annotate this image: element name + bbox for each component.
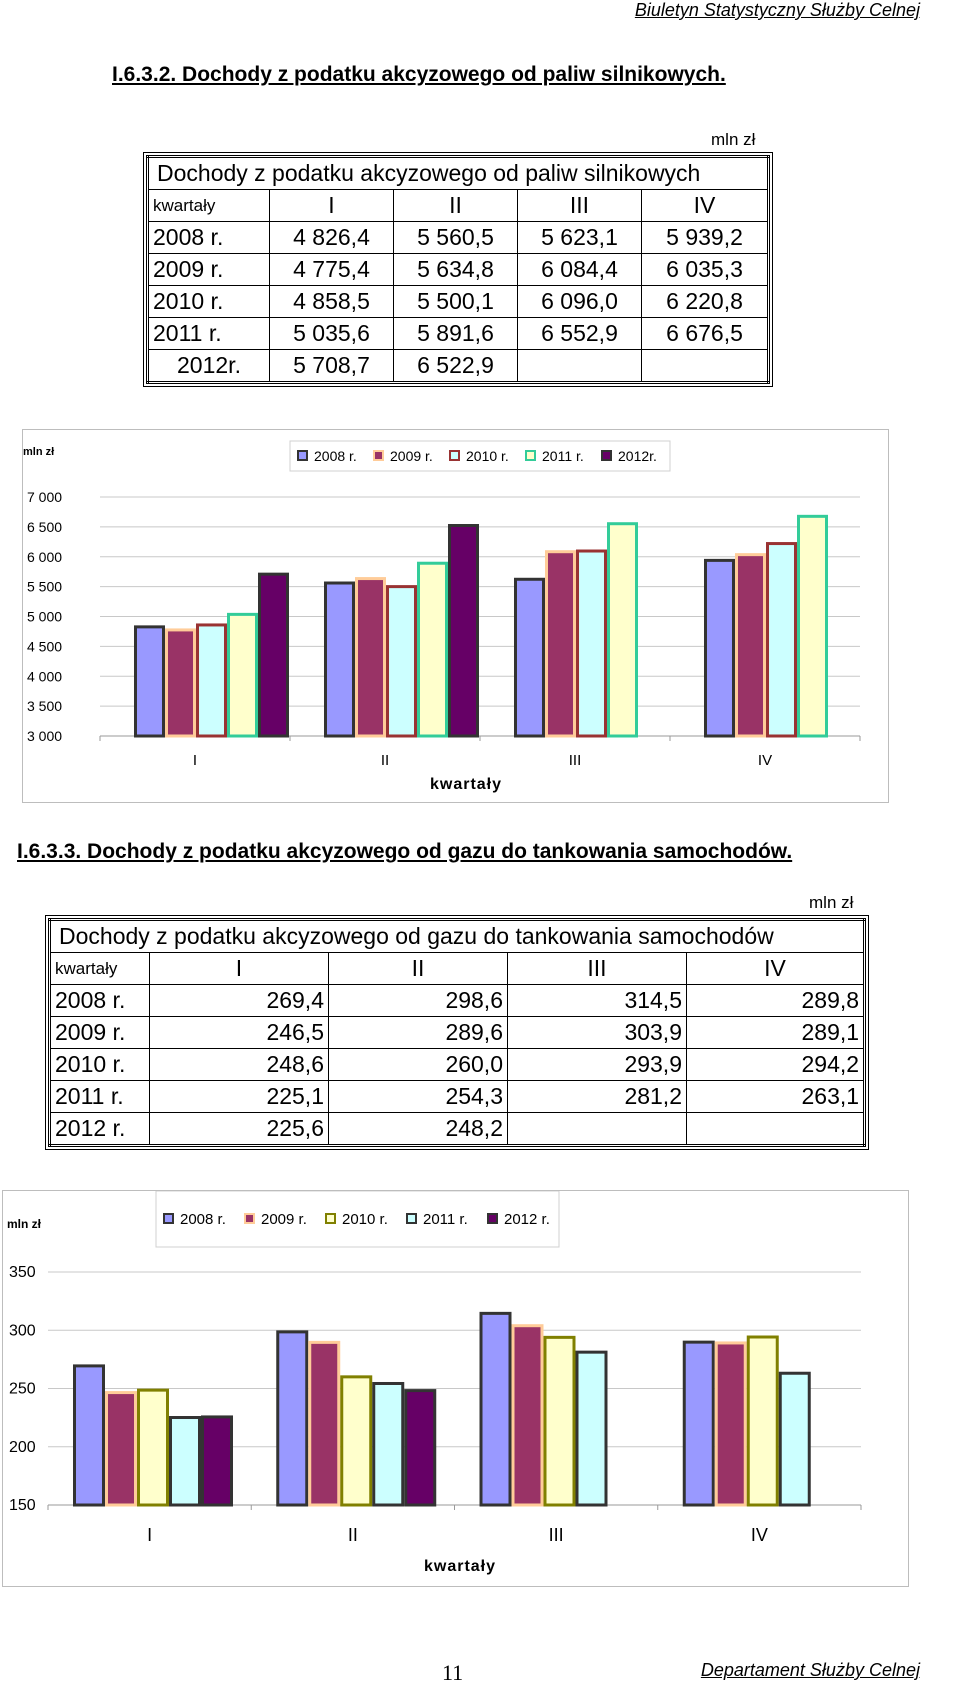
bar: [547, 552, 575, 736]
table-row: [50, 1017, 865, 1049]
bar: [75, 1366, 104, 1505]
bar: [716, 1343, 745, 1505]
table-cell: [508, 1113, 687, 1146]
fuel-revenue-chart: [23, 430, 888, 802]
fuel-revenue-table: [146, 155, 770, 384]
table-corner-label: kwartały: [50, 953, 150, 985]
bar: [203, 1417, 232, 1505]
legend-swatch: [488, 1214, 497, 1223]
bar: [171, 1418, 200, 1505]
bar: [545, 1337, 574, 1505]
table-row: [50, 985, 865, 1017]
table-cell: 6 676,5: [642, 318, 769, 350]
bar: [229, 614, 257, 736]
table-cell: 6 096,0: [518, 286, 642, 318]
bar: [388, 587, 416, 736]
table-cell: 269,4: [150, 985, 329, 1017]
bar: [684, 1342, 713, 1505]
table-cell: 6 084,4: [518, 254, 642, 286]
table-cell: 6 522,9: [394, 350, 518, 383]
legend-label: 2011 r.: [423, 1211, 468, 1228]
x-tick-label: IV: [750, 1525, 768, 1545]
table-row-year: 2010 r.: [50, 1049, 150, 1081]
table-cell: 5 708,7: [270, 350, 394, 383]
table-row: [148, 318, 769, 350]
table-row: [148, 254, 769, 286]
gas-revenue-table: [48, 918, 866, 1147]
bar: [374, 1383, 403, 1505]
bar: [419, 563, 447, 736]
table-cell: 5 623,1: [518, 222, 642, 254]
legend-swatch: [602, 451, 611, 460]
bar: [513, 1326, 542, 1505]
x-tick-label: I: [192, 752, 198, 769]
bar: [450, 526, 478, 736]
bar: [799, 516, 827, 736]
table-row-year: 2008 r.: [50, 985, 150, 1017]
table-cell: 289,1: [687, 1017, 865, 1049]
table-cell: 6 552,9: [518, 318, 642, 350]
legend-label: 2010 r.: [466, 448, 509, 464]
table-corner-label: kwartały: [148, 190, 270, 222]
y-tick-label: 3 000: [27, 728, 63, 744]
table-cell: 4 858,5: [270, 286, 394, 318]
bar: [278, 1332, 307, 1505]
x-tick-label: I: [147, 1525, 153, 1545]
y-tick-label: 7 000: [27, 489, 63, 505]
bar: [578, 551, 606, 736]
bar: [481, 1313, 510, 1505]
table-caption: Dochody z podatku akcyzowego od paliw silnikowych: [148, 157, 769, 190]
bar: [310, 1342, 339, 1505]
legend-swatch: [164, 1214, 173, 1223]
legend-swatch: [374, 451, 383, 460]
y-tick-label: 350: [9, 1264, 36, 1281]
table-cell: 260,0: [329, 1049, 508, 1081]
section-heading-gas: I.6.3.3. Dochody z podatku akcyzowego od gazu do tankowania samochodów.: [17, 840, 793, 863]
fuel-chart-frame: [22, 429, 889, 803]
table-cell: 5 891,6: [394, 318, 518, 350]
bar: [706, 560, 734, 736]
table-cell: 314,5: [508, 985, 687, 1017]
x-tick-label: III: [548, 1525, 564, 1545]
x-tick-label: IV: [757, 752, 773, 769]
y-tick-label: 5 500: [27, 578, 63, 595]
y-tick-label: 6 000: [27, 548, 63, 565]
y-tick-label: 6 500: [27, 518, 63, 535]
bar: [748, 1337, 777, 1505]
table-row: [148, 350, 769, 383]
table-col-header: II: [329, 953, 508, 985]
table-cell: 294,2: [687, 1049, 865, 1081]
legend-swatch: [407, 1214, 416, 1223]
table-cell: 254,3: [329, 1081, 508, 1113]
y-tick-label: 5 000: [27, 608, 63, 625]
table-col-header: I: [270, 190, 394, 222]
table-col-header: I: [150, 953, 329, 985]
table-cell: 225,1: [150, 1081, 329, 1113]
table-cell: [518, 350, 642, 383]
bar: [737, 555, 765, 736]
bar: [326, 583, 354, 736]
unit-label-fuel: mln zł: [711, 130, 756, 149]
table-row-year: 2011 r.: [148, 318, 270, 350]
x-tick-label: II: [347, 1525, 358, 1545]
table-row: [50, 1049, 865, 1081]
legend-label: 2008 r.: [180, 1211, 226, 1228]
legend-label: 2009 r.: [390, 448, 433, 464]
table-cell: 6 035,3: [642, 254, 769, 286]
table-col-header: III: [518, 190, 642, 222]
legend-swatch: [298, 451, 307, 460]
table-row-year: 2008 r.: [148, 222, 270, 254]
table-row: [50, 1113, 865, 1146]
bar: [260, 574, 288, 736]
table-row-year: 2012r.: [148, 350, 270, 383]
table-cell: 6 220,8: [642, 286, 769, 318]
table-col-header: III: [508, 953, 687, 985]
table-caption-row: [148, 157, 769, 190]
y-tick-label: 150: [9, 1497, 36, 1514]
section-heading-fuel: I.6.3.2. Dochody z podatku akcyzowego od paliw silnikowych.: [112, 63, 726, 86]
bar: [577, 1352, 606, 1505]
bar: [167, 630, 195, 736]
bar: [516, 579, 544, 736]
table-row-year: 2009 r.: [50, 1017, 150, 1049]
x-tick-label: III: [568, 752, 582, 769]
y-tick-label: 250: [9, 1380, 36, 1398]
legend-label: 2012 r.: [504, 1211, 550, 1228]
table-caption: Dochody z podatku akcyzowego od gazu do tankowania samochodów: [50, 920, 865, 953]
y-axis-unit-label: mln zł: [7, 1217, 42, 1231]
table-caption-row: [50, 920, 865, 953]
table-cell: 5 035,6: [270, 318, 394, 350]
table-cell: 248,2: [329, 1113, 508, 1146]
bar: [768, 544, 796, 736]
legend-swatch: [245, 1214, 254, 1223]
unit-label-gas: mln zł: [809, 893, 854, 912]
y-tick-label: 4 000: [27, 668, 63, 685]
table-col-header: IV: [687, 953, 865, 985]
bar: [780, 1373, 809, 1505]
table-cell: 225,6: [150, 1113, 329, 1146]
gas-chart-frame: [2, 1190, 909, 1587]
bar: [136, 627, 164, 736]
department-name: Departament Służby Celnej: [700, 1660, 920, 1680]
table-cell: 5 634,8: [394, 254, 518, 286]
table-row-year: 2010 r.: [148, 286, 270, 318]
bar: [198, 625, 226, 736]
table-col-header: IV: [642, 190, 769, 222]
gas-revenue-chart: [3, 1191, 908, 1586]
bar: [406, 1391, 435, 1505]
x-tick-label: II: [380, 752, 390, 769]
bar: [342, 1377, 371, 1505]
table-cell: 289,8: [687, 985, 865, 1017]
legend-label: 2009 r.: [261, 1211, 307, 1228]
x-axis-title: kwartały: [423, 1558, 497, 1575]
chart-legend: [156, 1191, 559, 1247]
table-cell: 248,6: [150, 1049, 329, 1081]
bar: [107, 1393, 136, 1505]
legend-label: 2011 r.: [542, 448, 584, 464]
page-number: 11: [442, 1660, 464, 1685]
table-cell: 246,5: [150, 1017, 329, 1049]
legend-label: 2010 r.: [342, 1211, 388, 1228]
bar: [139, 1390, 168, 1505]
legend-swatch: [526, 451, 535, 460]
table-cell: [687, 1113, 865, 1146]
table-row: [50, 1081, 865, 1113]
legend-label: 2012r.: [618, 448, 657, 464]
table-cell: 281,2: [508, 1081, 687, 1113]
table-row-year: 2012 r.: [50, 1113, 150, 1146]
table-cell: 303,9: [508, 1017, 687, 1049]
y-tick-label: 200: [9, 1438, 36, 1456]
table-col-header: II: [394, 190, 518, 222]
bulletin-title: Biuletyn Statystyczny Służby Celnej: [634, 0, 920, 20]
table-cell: 298,6: [329, 985, 508, 1017]
bar: [609, 524, 637, 736]
bar: [357, 579, 385, 736]
table-row-year: 2009 r.: [148, 254, 270, 286]
table-header-row: [148, 190, 769, 222]
table-cell: 5 560,5: [394, 222, 518, 254]
table-header-row: [50, 953, 865, 985]
table-row: [148, 286, 769, 318]
legend-swatch: [450, 451, 459, 460]
table-row: [148, 222, 769, 254]
table-cell: 263,1: [687, 1081, 865, 1113]
x-axis-title: kwartały: [429, 776, 503, 793]
legend-label: 2008 r.: [314, 448, 357, 464]
y-axis-unit-label: mln zł: [23, 446, 55, 458]
table-cell: 293,9: [508, 1049, 687, 1081]
table-row-year: 2011 r.: [50, 1081, 150, 1113]
y-tick-label: 3 500: [27, 698, 63, 715]
table-cell: [642, 350, 769, 383]
table-cell: 5 939,2: [642, 222, 769, 254]
table-cell: 289,6: [329, 1017, 508, 1049]
y-tick-label: 4 500: [27, 638, 63, 655]
table-cell: 4 826,4: [270, 222, 394, 254]
legend-swatch: [326, 1214, 335, 1223]
chart-legend: [290, 441, 670, 471]
table-cell: 4 775,4: [270, 254, 394, 286]
y-tick-label: 300: [9, 1322, 36, 1340]
table-cell: 5 500,1: [394, 286, 518, 318]
